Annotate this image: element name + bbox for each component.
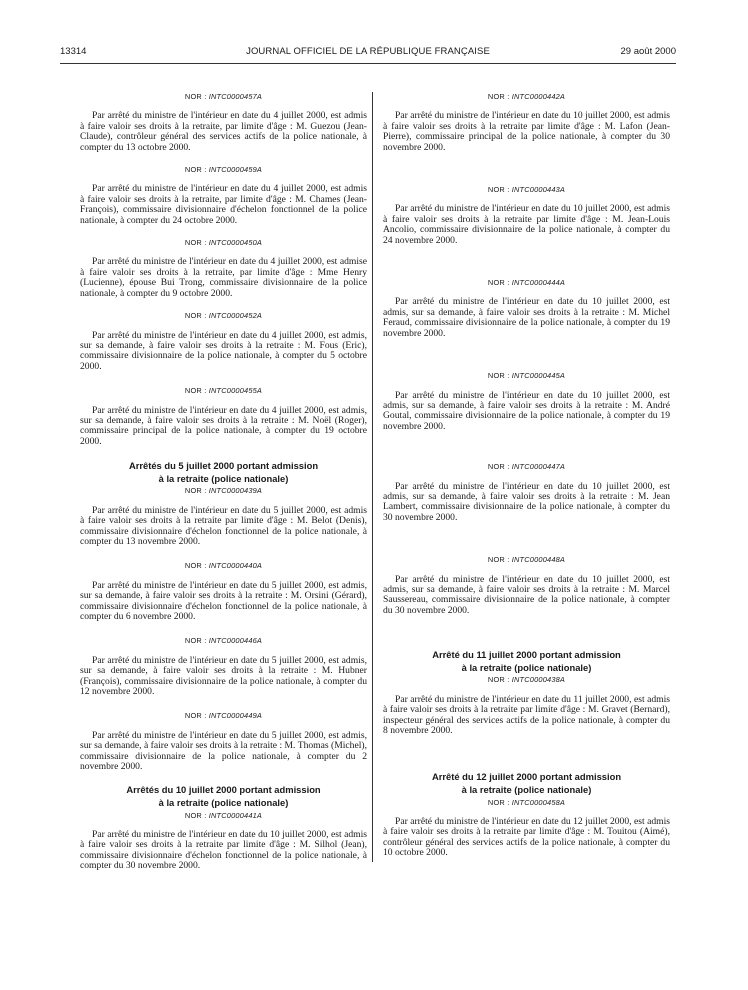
- nor-reference: [383, 798, 670, 808]
- left-column: [80, 92, 367, 872]
- nor-code: INTC0000452A: [208, 311, 263, 321]
- nor-code: INTC0000448A: [511, 555, 566, 565]
- page-header: [60, 46, 676, 62]
- nor-code: INTC0000439A: [208, 486, 263, 496]
- section-heading: Arrêté du 12 juillet 2000 portant admission: [431, 771, 622, 783]
- nor-code: INTC0000446A: [208, 636, 263, 646]
- decree-text: Par arrêté du ministre de l'intérieur en date du 10 juillet 2000, est admis, sur sa demande, à faire valoir ses droits à la retraite : M. André Goutal, commissaire divisionnaire de la police nationale, à compter du 19 novembre 2000.: [383, 389, 670, 432]
- decree-text: Par arrêté du ministre de l'intérieur en date du 10 juillet 2000, est admis, sur sa demande, à faire valoir ses droits à la retraite : M. Jean Lambert, commissaire divisionnaire de la police nationale, à compter du 30 novembre 2000.: [383, 480, 670, 523]
- nor-label: NOR :: [487, 462, 512, 472]
- column-divider: [372, 92, 373, 862]
- nor-reference: [80, 811, 367, 821]
- nor-reference: [80, 386, 367, 396]
- nor-label: NOR :: [184, 386, 209, 396]
- section-heading: à la retraite (police nationale): [461, 784, 592, 795]
- decree-text: Par arrêté du ministre de l'intérieur en date du 10 juillet 2000, est admis, sur sa demande, à faire valoir ses droits à la retraite : M. Michel Feraud, commissaire divisionnaire de la police nationale, à compter du 19 novembre 2000.: [383, 296, 670, 339]
- nor-code: INTC0000443A: [511, 185, 566, 195]
- decree-entry: [383, 185, 670, 246]
- decree-text: Par arrêté du ministre de l'intérieur en date du 12 juillet 2000, est admis à faire valoir ses droits à la retraite par limite d'âge : M. Touitou (Aimé), contrôleur général des services actifs de la police nationale, à compter du 10 octobre 2000.: [383, 816, 670, 859]
- decree-text: Par arrêté du ministre de l'intérieur en date du 5 juillet 2000, est admis, sur sa demande, à faire valoir ses droits à la retraite : M. Orsini (Gérard), commissaire divisionnaire d'échelon fonctionnel de la police nationale, à compter du 6 novembre 2000.: [80, 579, 367, 622]
- decree-text: Par arrêté du ministre de l'intérieur en date du 5 juillet 2000, est admis à faire valoir ses droits à la retraite par limite d'âge : M. Belot (Denis), commissaire divisionnaire d'échelon fonctionnel de la police nationale, à compter du 13 novembre 2000.: [80, 504, 367, 547]
- nor-label: NOR :: [487, 92, 512, 101]
- decree-text: Par arrêté du ministre de l'intérieur en date du 4 juillet 2000, est admise à faire valoir ses droits à la retraite, par limite d'âge : Mme Henry (Lucienne), épouse Bui Trong, commissaire divisionnaire de la police nationale, à compter du 9 octobre 2000.: [80, 256, 367, 299]
- section-heading: Arrêtés du 10 juillet 2000 portant admission: [126, 784, 321, 796]
- nor-label: NOR :: [487, 185, 512, 195]
- decree-entry: [80, 785, 367, 871]
- decree-entry: [383, 555, 670, 616]
- nor-label: NOR :: [487, 371, 512, 381]
- nor-label: NOR :: [184, 165, 209, 175]
- nor-reference: [383, 185, 670, 195]
- nor-code: INTC0000441A: [208, 810, 263, 820]
- nor-reference: [80, 238, 367, 248]
- nor-reference: [383, 278, 670, 288]
- journal-title: JOURNAL OFFICIEL DE LA RÉPUBLIQUE FRANÇAISE: [246, 46, 490, 57]
- nor-code: INTC0000440A: [208, 561, 263, 571]
- decree-text: Par arrêté du ministre de l'intérieur en date du 10 juillet 2000, est admis à faire valoir ses droits à la retraite par limite d'âge : M. Silhol (Jean), commissaire divisionnaire d'échelon fonctionnel de la police nationale, à compter du 30 novembre 2000.: [80, 829, 367, 872]
- decree-text: Par arrêté du ministre de l'intérieur en date du 4 juillet 2000, est admis à faire valoir ses droits à la retraite, par limite d'âge : M. Guezou (Jean-Claude), contrôleur général des services actifs de la police nationale, à compter du 13 octobre 2000.: [80, 110, 367, 153]
- nor-label: NOR :: [184, 636, 209, 646]
- nor-code: INTC0000447A: [511, 462, 566, 472]
- nor-reference: [80, 711, 367, 721]
- decree-text: Par arrêté du ministre de l'intérieur en date du 5 juillet 2000, est admis, sur sa demande, à faire valoir ses droits à la retraite : M. Hubner (François), commissaire divisionnaire de la police nationale, à compter du 12 novembre 2000.: [80, 654, 367, 698]
- nor-reference: [383, 555, 670, 565]
- nor-label: NOR :: [184, 711, 209, 721]
- nor-reference: [383, 675, 670, 685]
- decree-entry: [383, 371, 670, 432]
- nor-code: INTC0000438A: [511, 675, 566, 685]
- nor-label: NOR :: [184, 810, 209, 820]
- decree-entry: [80, 461, 367, 547]
- decree-entry: [80, 561, 367, 622]
- nor-label: NOR :: [184, 561, 209, 571]
- nor-reference: [80, 636, 367, 646]
- nor-reference: [383, 462, 670, 472]
- decree-entry: [383, 650, 670, 736]
- nor-reference: [80, 92, 367, 102]
- nor-reference: [80, 165, 367, 175]
- decree-entry: [80, 386, 367, 447]
- decree-text: Par arrêté du ministre de l'intérieur en date du 4 juillet 2000, est admis, sur sa demande, à faire valoir ses droits à la retraite : M. Noël (Roger), commissaire principal de la police nationale, à compter du 19 octobre 2000.: [80, 404, 367, 447]
- decree-text: Par arrêté du ministre de l'intérieur en date du 4 juillet 2000, est admis, sur sa demande, à faire valoir ses droits à la retraite : M. Fous (Eric), commissaire divisionnaire de la police nationale, à compter du 5 octobre 2000.: [80, 329, 367, 372]
- decree-entry: [80, 165, 367, 226]
- decree-text: Par arrêté du ministre de l'intérieur en date du 11 juillet 2000, est admis à faire valoir ses droits à la retraite par limite d'âge : M. Gravet (Bernard), inspecteur général des services actifs de la police nationale, à compter du 8 novembre 2000.: [383, 693, 670, 736]
- decree-entry: [383, 772, 670, 858]
- issue-date: 29 août 2000: [620, 46, 676, 57]
- nor-code: INTC0000450A: [208, 238, 263, 248]
- section-heading: à la retraite (police nationale): [158, 472, 289, 484]
- section-heading: à la retraite (police nationale): [158, 797, 289, 809]
- nor-label: NOR :: [184, 92, 209, 101]
- nor-label: NOR :: [184, 311, 209, 321]
- header-rule: [60, 63, 676, 64]
- nor-label: NOR :: [184, 238, 209, 248]
- nor-code: INTC0000458A: [511, 797, 566, 807]
- nor-code: INTC0000459A: [208, 165, 263, 175]
- section-heading: à la retraite (police nationale): [461, 661, 592, 673]
- decree-entry: [383, 462, 670, 523]
- decree-entry: [80, 92, 367, 153]
- decree-text: Par arrêté du ministre de l'intérieur en date du 5 juillet 2000, est admis, sur sa demande, à faire valoir ses droits à la retraite : M. Thomas (Michel), commissaire divisionnaire de la police nationale, à compter du 2 novembre 2000.: [80, 729, 367, 773]
- nor-label: NOR :: [487, 797, 512, 807]
- decree-text: Par arrêté du ministre de l'intérieur en date du 10 juillet 2000, est admis à faire valoir ses droits à la retraite par limite d'âge : M. Lafon (Jean-Pierre), commissaire principal de la police nationale, à compter du 30 novembre 2000.: [383, 110, 670, 153]
- nor-code: INTC0000449A: [208, 711, 263, 721]
- nor-code: INTC0000444A: [511, 278, 566, 288]
- decree-entry: [80, 238, 367, 299]
- nor-label: NOR :: [487, 278, 512, 288]
- nor-code: INTC0000455A: [208, 386, 263, 396]
- nor-reference: [383, 92, 670, 102]
- decree-text: Par arrêté du ministre de l'intérieur en date du 4 juillet 2000, est admis à faire valoir ses droits à la retraite, par limite d'âge : M. Chames (Jean-François), commissaire divisionnaire d'échelon fonctionnel de la police nationale, à compter du 24 octobre 2000.: [80, 183, 367, 226]
- nor-reference: [80, 311, 367, 321]
- decree-text: Par arrêté du ministre de l'intérieur en date du 10 juillet 2000, est admis à faire valoir ses droits à la retraite par limite d'âge : M. Jean-Louis Ancolio, commissaire divisionnaire de la police nationale, à compter du 24 novembre 2000.: [383, 203, 670, 246]
- nor-code: INTC0000445A: [511, 371, 566, 381]
- page-number: 13314: [60, 46, 87, 57]
- nor-reference: [80, 561, 367, 571]
- nor-code: INTC0000457A: [208, 92, 263, 101]
- decree-entry: [383, 92, 670, 153]
- nor-code: INTC0000442A: [511, 92, 566, 101]
- section-heading: Arrêtés du 5 juillet 2000 portant admission: [128, 460, 319, 472]
- nor-reference: [383, 371, 670, 381]
- decree-entry: [383, 278, 670, 339]
- nor-reference: [80, 486, 367, 496]
- nor-label: NOR :: [487, 675, 512, 685]
- decree-entry: [80, 636, 367, 697]
- decree-entry: [80, 711, 367, 772]
- decree-text: Par arrêté du ministre de l'intérieur en date du 10 juillet 2000, est admis, sur sa demande, à faire valoir ses droits à la retraite : M. Marcel Saussereau, commissaire divisionnaire de la police nationale, à compter du 30 novembre 2000.: [383, 573, 670, 616]
- section-heading: Arrêté du 11 juillet 2000 portant admission: [432, 649, 621, 661]
- right-column: [383, 92, 670, 859]
- nor-label: NOR :: [184, 486, 209, 496]
- decree-entry: [80, 311, 367, 372]
- nor-label: NOR :: [487, 555, 512, 565]
